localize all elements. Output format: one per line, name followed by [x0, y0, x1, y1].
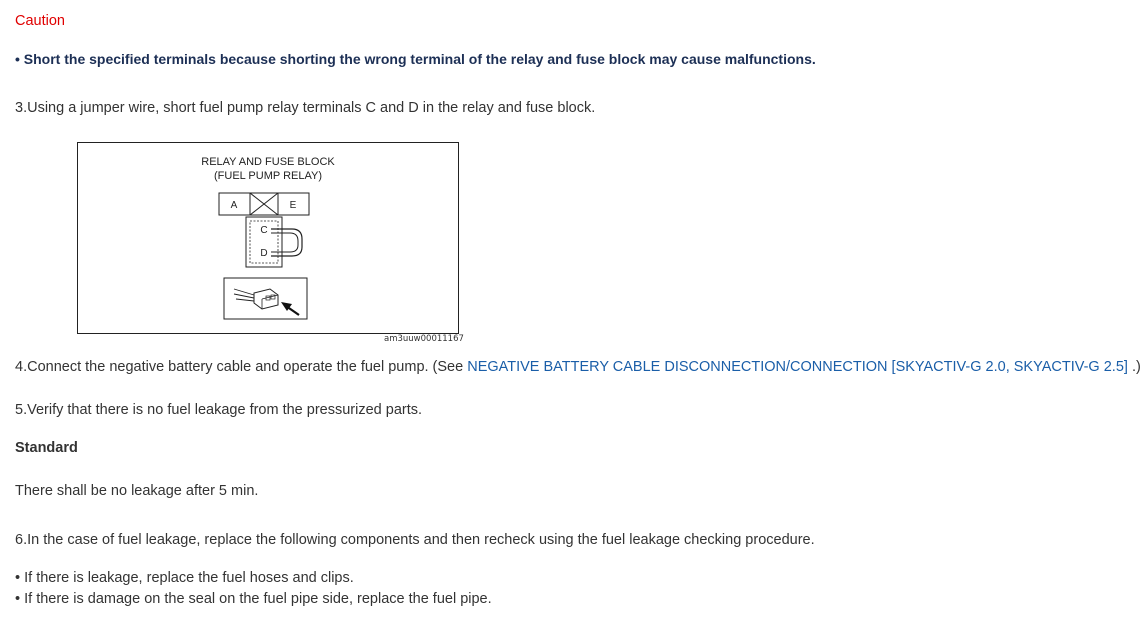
caution-heading: Caution: [15, 13, 65, 29]
diagram-title-line1: RELAY AND FUSE BLOCK: [201, 156, 335, 168]
terminal-d-label: D: [260, 248, 268, 259]
terminal-a-label: A: [230, 200, 238, 211]
standard-text: There shall be no leakage after 5 min.: [15, 483, 259, 499]
standard-heading: Standard: [15, 440, 78, 456]
terminal-e-label: E: [289, 200, 297, 211]
step-4: [15, 359, 1141, 375]
step-4-suffix: .): [1127, 359, 1141, 375]
step-4-text: 4.Connect the negative battery cable and operate the fuel pump. (See: [15, 359, 468, 375]
relay-diagram: [77, 142, 459, 334]
caution-note: • Short the specified terminals because shorting the wrong terminal of the relay and fuse block may cause malfunctions.: [15, 51, 816, 67]
relay-diagram-svg: [78, 143, 458, 333]
step-3: 3.Using a jumper wire, short fuel pump relay terminals C and D in the relay and fuse block.: [15, 100, 596, 116]
step-6: 6.In the case of fuel leakage, replace the following components and then recheck using the fuel leakage checking procedure.: [15, 532, 815, 548]
terminal-c-label: C: [260, 225, 268, 236]
negative-battery-cable-link[interactable]: NEGATIVE BATTERY CABLE DISCONNECTION/CONNECTION [SKYACTIV-G 2.0, SKYACTIV-G 2.5]: [467, 359, 1128, 375]
list-item: • If there is damage on the seal on the fuel pipe side, replace the fuel pipe.: [15, 591, 492, 607]
list-item: • If there is leakage, replace the fuel hoses and clips.: [15, 570, 354, 586]
step-5: 5.Verify that there is no fuel leakage from the pressurized parts.: [15, 402, 423, 418]
figure-id: am3uuw00011167: [384, 334, 464, 344]
diagram-title-line2: (FUEL PUMP RELAY): [214, 170, 322, 182]
